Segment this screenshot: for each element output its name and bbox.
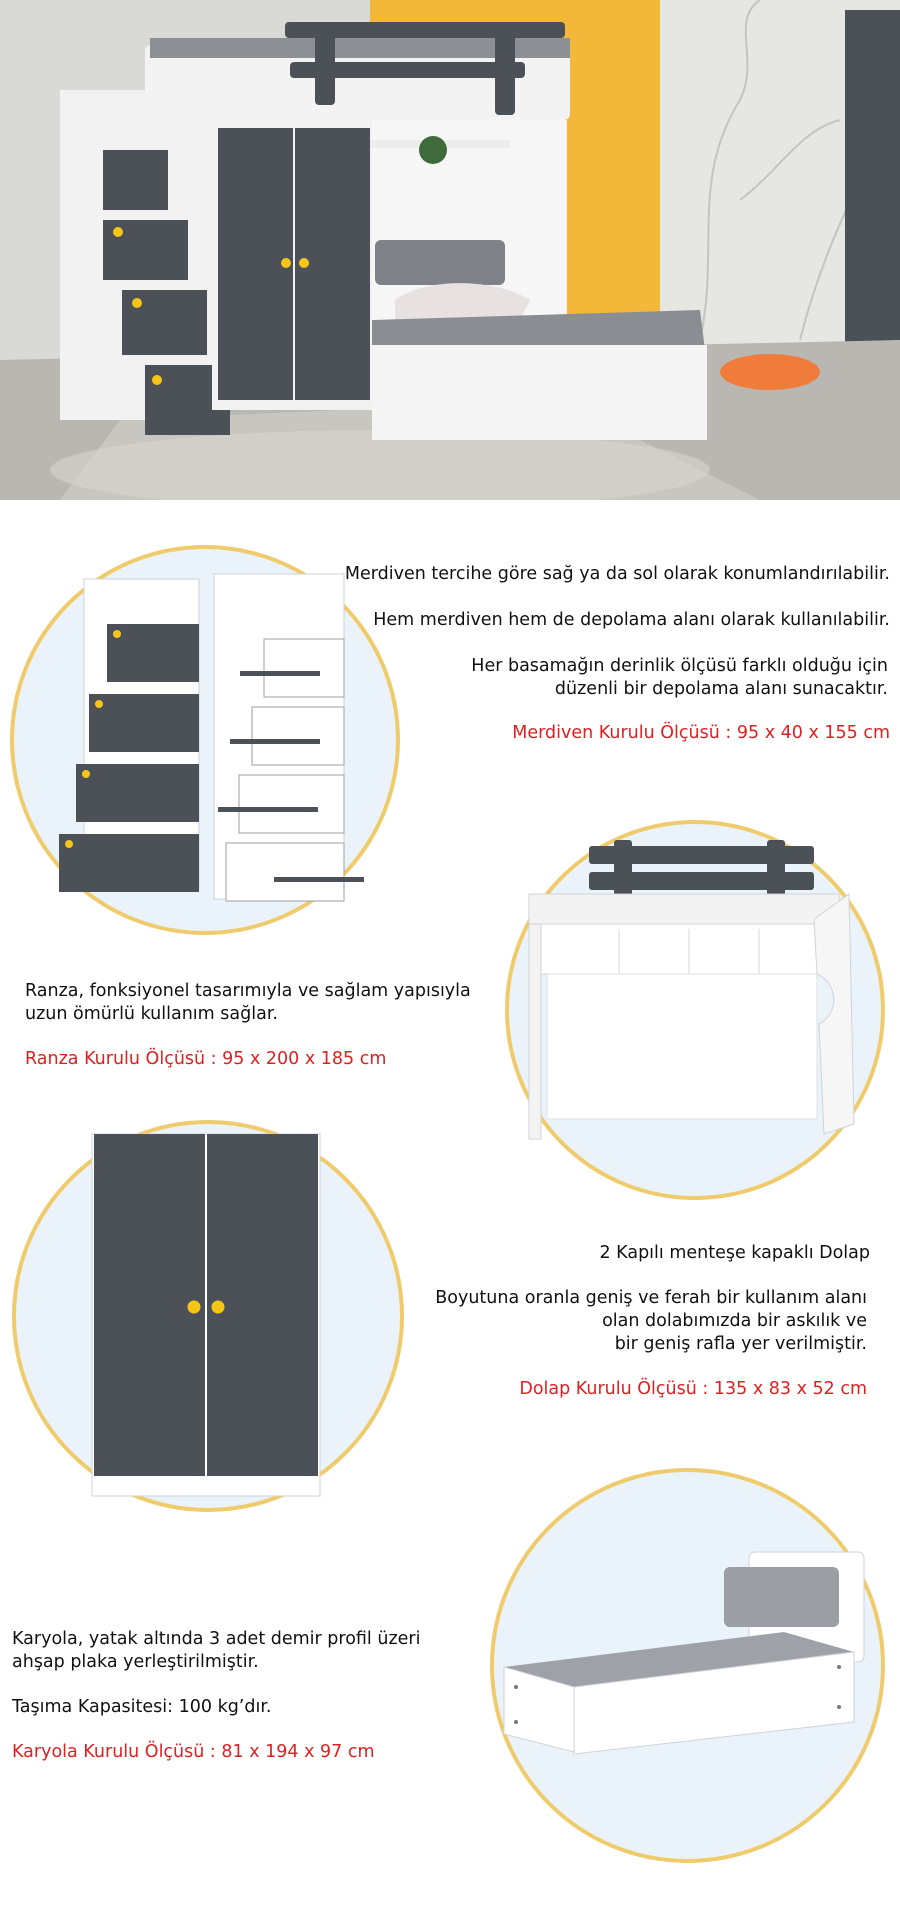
bunk-image-circle	[505, 820, 885, 1200]
wardrobe-text-line1: Boyutuna oranla geniş ve ferah bir kullanım alanı	[435, 1288, 867, 1308]
bunk-text-line1: Ranza, fonksiyonel tasarımıyla ve sağlam yapısıyla	[25, 981, 471, 1001]
wardrobe-text-line3: bir geniş rafla yer verilmiştir.	[614, 1334, 867, 1354]
bed-text-line1: Karyola, yatak altında 3 adet demir profil üzeri	[12, 1629, 421, 1649]
bed-image-circle	[490, 1468, 885, 1863]
wardrobe-dimension: Dolap Kurulu Ölçüsü : 135 x 83 x 52 cm	[519, 1379, 867, 1399]
bed-text-line2: ahşap plaka yerleştirilmiştir.	[12, 1652, 259, 1672]
stairs-dimension: Merdiven Kurulu Ölçüsü : 95 x 40 x 155 cm	[512, 723, 890, 743]
stairs-image-circle	[10, 545, 400, 935]
stairs-text-line3a: Her basamağın derinlik ölçüsü farklı olduğu için	[471, 656, 888, 676]
wardrobe-text-line2: olan dolabımızda bir askılık ve	[602, 1311, 867, 1331]
hero-photo	[0, 0, 900, 500]
bed-dimension: Karyola Kurulu Ölçüsü : 81 x 194 x 97 cm	[12, 1742, 375, 1762]
wardrobe-title: 2 Kapılı menteşe kapaklı Dolap	[599, 1243, 870, 1263]
bunk-dimension: Ranza Kurulu Ölçüsü : 95 x 200 x 185 cm	[25, 1049, 387, 1069]
wardrobe-image-circle	[12, 1120, 404, 1512]
bed-capacity: Taşıma Kapasitesi: 100 kg’dır.	[12, 1697, 272, 1717]
stairs-text-line3b: düzenli bir depolama alanı sunacaktır.	[554, 679, 888, 699]
bunk-text-line2: uzun ömürlü kullanım sağlar.	[25, 1004, 278, 1024]
stairs-text-line1: Merdiven tercihe göre sağ ya da sol olarak konumlandırılabilir.	[344, 564, 890, 584]
stairs-text-line2: Hem merdiven hem de depolama alanı olarak kullanılabilir.	[373, 610, 890, 630]
